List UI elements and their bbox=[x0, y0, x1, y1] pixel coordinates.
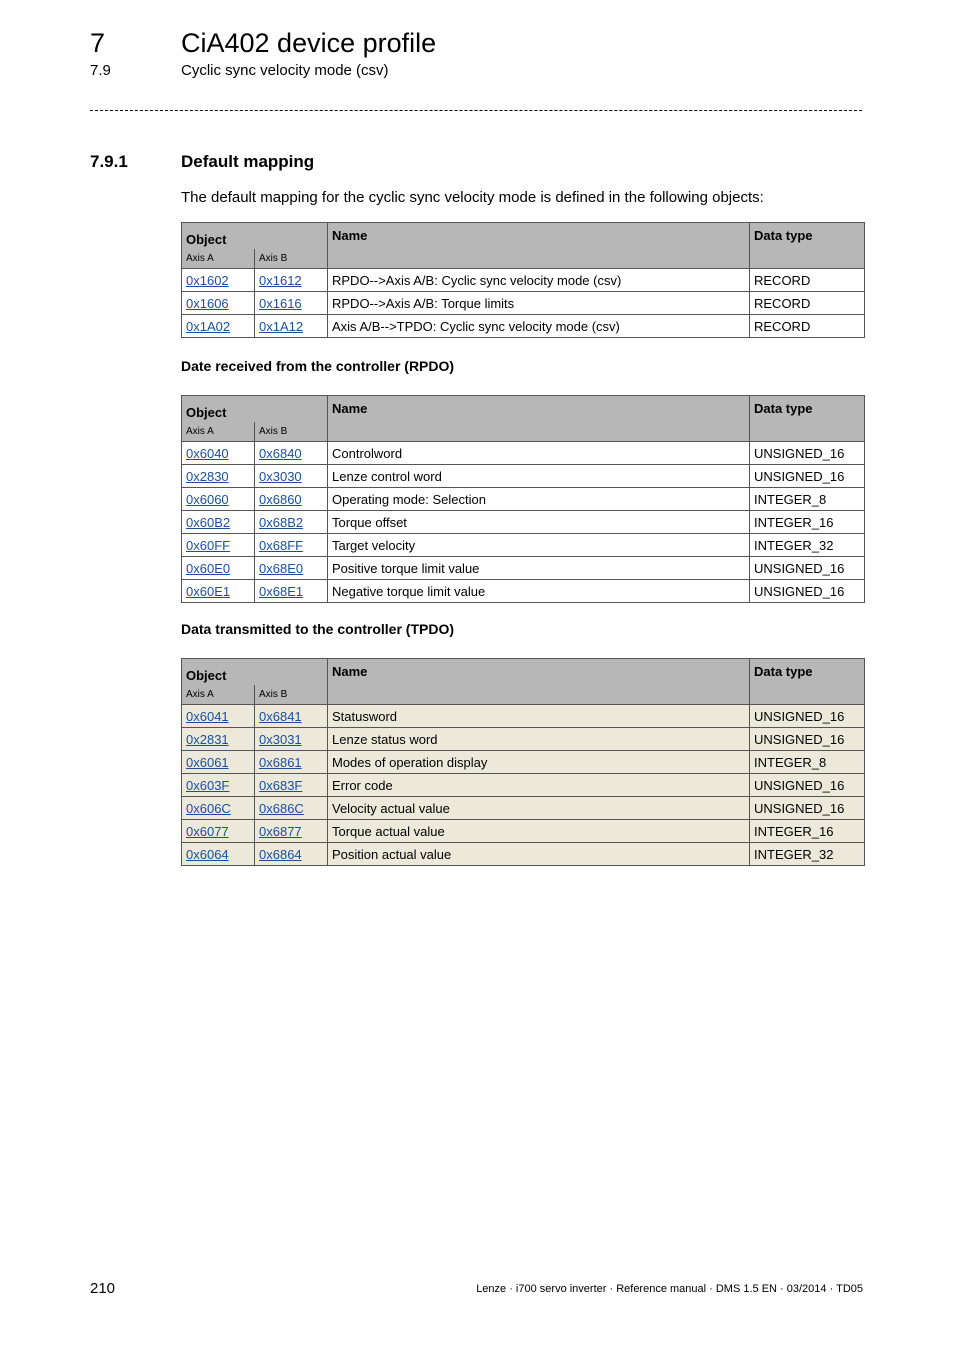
object-cell bbox=[182, 557, 255, 580]
object-cell bbox=[182, 442, 255, 465]
table-row bbox=[182, 774, 865, 797]
object-cell bbox=[182, 820, 255, 843]
object-name-cell: Negative torque limit value bbox=[328, 580, 750, 603]
axis-a-object-link[interactable]: 0x60E1 bbox=[186, 583, 231, 599]
header-object: Object bbox=[182, 659, 328, 686]
intro-text: The default mapping for the cyclic sync velocity mode is defined in the following objects: bbox=[181, 189, 764, 206]
header-object: Object bbox=[182, 223, 328, 250]
table-row bbox=[182, 580, 865, 603]
header-axis-b: Axis B bbox=[255, 249, 328, 269]
axis-a-object-link[interactable]: 0x1606 bbox=[186, 295, 229, 311]
object-name-cell: Modes of operation display bbox=[328, 751, 750, 774]
header-axis-a: Axis A bbox=[182, 685, 255, 705]
header-axis-a: Axis A bbox=[182, 249, 255, 269]
axis-a-object-link[interactable]: 0x2831 bbox=[186, 731, 229, 747]
object-cell bbox=[255, 557, 328, 580]
axis-b-object-link[interactable]: 0x68FF bbox=[259, 537, 304, 553]
object-cell bbox=[182, 465, 255, 488]
section-title: Cyclic sync velocity mode (csv) bbox=[181, 62, 389, 79]
object-cell bbox=[182, 728, 255, 751]
axis-a-object-link[interactable]: 0x60B2 bbox=[186, 514, 231, 530]
object-name-cell: Lenze status word bbox=[328, 728, 750, 751]
data-type-cell: UNSIGNED_16 bbox=[750, 465, 865, 488]
object-name-cell: Target velocity bbox=[328, 534, 750, 557]
data-type-cell: INTEGER_16 bbox=[750, 511, 865, 534]
table-row bbox=[182, 511, 865, 534]
axis-b-object-link[interactable]: 0x6841 bbox=[259, 708, 302, 724]
object-cell bbox=[255, 442, 328, 465]
data-type-cell: UNSIGNED_16 bbox=[750, 442, 865, 465]
header-name: Name bbox=[328, 659, 750, 705]
header-object: Object bbox=[182, 396, 328, 423]
header-divider bbox=[90, 110, 862, 111]
object-cell bbox=[255, 774, 328, 797]
axis-b-object-link[interactable]: 0x683F bbox=[259, 777, 303, 793]
object-name-cell: Controlword bbox=[328, 442, 750, 465]
object-cell bbox=[182, 315, 255, 338]
axis-a-object-link[interactable]: 0x6040 bbox=[186, 445, 229, 461]
data-type-cell: UNSIGNED_16 bbox=[750, 797, 865, 820]
header-axis-b: Axis B bbox=[255, 422, 328, 442]
axis-b-object-link[interactable]: 0x68E1 bbox=[259, 583, 304, 599]
axis-a-object-link[interactable]: 0x6061 bbox=[186, 754, 229, 770]
object-cell bbox=[182, 292, 255, 315]
object-name-cell: Torque actual value bbox=[328, 820, 750, 843]
object-cell bbox=[182, 534, 255, 557]
header-data-type: Data type bbox=[750, 223, 865, 269]
data-type-cell: INTEGER_32 bbox=[750, 534, 865, 557]
axis-a-object-link[interactable]: 0x1602 bbox=[186, 272, 229, 288]
table-row bbox=[182, 728, 865, 751]
object-name-cell: Position actual value bbox=[328, 843, 750, 866]
table-row bbox=[182, 315, 865, 338]
object-cell bbox=[255, 580, 328, 603]
object-cell bbox=[255, 705, 328, 728]
table-row bbox=[182, 269, 865, 292]
section-number: 7.9 bbox=[90, 62, 111, 79]
data-type-cell: INTEGER_16 bbox=[750, 820, 865, 843]
object-cell bbox=[255, 797, 328, 820]
header-name: Name bbox=[328, 223, 750, 269]
object-name-cell: Error code bbox=[328, 774, 750, 797]
object-cell bbox=[182, 751, 255, 774]
tpdo-heading: Data transmitted to the controller (TPDO) bbox=[181, 621, 455, 637]
object-name-cell: Operating mode: Selection bbox=[328, 488, 750, 511]
data-type-cell: UNSIGNED_16 bbox=[750, 580, 865, 603]
data-type-cell: INTEGER_8 bbox=[750, 751, 865, 774]
table-row bbox=[182, 557, 865, 580]
object-cell bbox=[255, 511, 328, 534]
axis-b-object-link[interactable]: 0x68B2 bbox=[259, 514, 304, 530]
object-name-cell: Torque offset bbox=[328, 511, 750, 534]
table-row bbox=[182, 820, 865, 843]
data-type-cell: UNSIGNED_16 bbox=[750, 557, 865, 580]
object-name-cell: Positive torque limit value bbox=[328, 557, 750, 580]
data-type-cell: UNSIGNED_16 bbox=[750, 705, 865, 728]
footer-text: Lenze · i700 servo inverter · Reference manual · DMS 1.5 EN · 03/2014 · TD05 bbox=[476, 1283, 863, 1295]
axis-b-object-link[interactable]: 0x686C bbox=[259, 800, 304, 816]
object-name-cell: Statusword bbox=[328, 705, 750, 728]
axis-b-object-link[interactable]: 0x6840 bbox=[259, 445, 302, 461]
object-cell bbox=[255, 843, 328, 866]
object-cell bbox=[255, 820, 328, 843]
header-axis-b: Axis B bbox=[255, 685, 328, 705]
axis-a-object-link[interactable]: 0x1A02 bbox=[186, 318, 231, 334]
subsection-number: 7.9.1 bbox=[90, 152, 128, 171]
axis-b-object-link[interactable]: 0x1612 bbox=[259, 272, 302, 288]
rpdo-heading: Date received from the controller (RPDO) bbox=[181, 358, 455, 374]
axis-b-object-link[interactable]: 0x1A12 bbox=[259, 318, 304, 334]
axis-b-object-link[interactable]: 0x68E0 bbox=[259, 560, 304, 576]
header-name: Name bbox=[328, 396, 750, 442]
object-cell bbox=[182, 488, 255, 511]
table-row bbox=[182, 534, 865, 557]
axis-b-object-link[interactable]: 0x6877 bbox=[259, 823, 302, 839]
axis-a-object-link[interactable]: 0x6060 bbox=[186, 491, 229, 507]
table-row bbox=[182, 843, 865, 866]
object-cell bbox=[182, 580, 255, 603]
table-row bbox=[182, 442, 865, 465]
header-axis-a: Axis A bbox=[182, 422, 255, 442]
axis-a-object-link[interactable]: 0x60FF bbox=[186, 537, 231, 553]
object-cell bbox=[255, 465, 328, 488]
axis-b-object-link[interactable]: 0x6860 bbox=[259, 491, 302, 507]
header-data-type: Data type bbox=[750, 659, 865, 705]
data-type-cell: UNSIGNED_16 bbox=[750, 774, 865, 797]
axis-a-object-link[interactable]: 0x606C bbox=[186, 800, 231, 816]
axis-b-object-link[interactable]: 0x3031 bbox=[259, 731, 302, 747]
data-type-cell: RECORD bbox=[750, 315, 865, 338]
page-number: 210 bbox=[90, 1280, 116, 1297]
chapter-number: 7 bbox=[90, 28, 106, 58]
table-row bbox=[182, 797, 865, 820]
object-cell bbox=[182, 774, 255, 797]
table-row bbox=[182, 751, 865, 774]
data-type-cell: RECORD bbox=[750, 292, 865, 315]
subsection-title: Default mapping bbox=[181, 152, 315, 171]
object-cell bbox=[255, 269, 328, 292]
object-name-cell: Axis A/B-->TPDO: Cyclic sync velocity mode (csv) bbox=[328, 315, 750, 338]
table-row bbox=[182, 292, 865, 315]
axis-b-object-link[interactable]: 0x6861 bbox=[259, 754, 302, 770]
data-type-cell: RECORD bbox=[750, 269, 865, 292]
object-cell bbox=[182, 705, 255, 728]
axis-a-object-link[interactable]: 0x60E0 bbox=[186, 560, 231, 576]
tpdo-table bbox=[181, 658, 865, 866]
object-name-cell: RPDO-->Axis A/B: Cyclic sync velocity mode (csv) bbox=[328, 269, 750, 292]
object-cell bbox=[182, 511, 255, 534]
object-cell bbox=[182, 269, 255, 292]
object-cell bbox=[255, 315, 328, 338]
table-row bbox=[182, 705, 865, 728]
data-type-cell: INTEGER_8 bbox=[750, 488, 865, 511]
axis-a-object-link[interactable]: 0x6041 bbox=[186, 708, 229, 724]
table-row bbox=[182, 465, 865, 488]
object-name-cell: Velocity actual value bbox=[328, 797, 750, 820]
header-data-type: Data type bbox=[750, 396, 865, 442]
object-cell bbox=[255, 534, 328, 557]
object-cell bbox=[255, 292, 328, 315]
object-name-cell: RPDO-->Axis A/B: Torque limits bbox=[328, 292, 750, 315]
rpdo-table bbox=[181, 395, 865, 603]
object-name-cell: Lenze control word bbox=[328, 465, 750, 488]
data-type-cell: UNSIGNED_16 bbox=[750, 728, 865, 751]
axis-a-object-link[interactable]: 0x6077 bbox=[186, 823, 229, 839]
axis-a-object-link[interactable]: 0x603F bbox=[186, 777, 230, 793]
object-cell bbox=[255, 488, 328, 511]
axis-b-object-link[interactable]: 0x1616 bbox=[259, 295, 302, 311]
axis-b-object-link[interactable]: 0x3030 bbox=[259, 468, 302, 484]
object-cell bbox=[255, 751, 328, 774]
object-cell bbox=[255, 728, 328, 751]
axis-a-object-link[interactable]: 0x2830 bbox=[186, 468, 229, 484]
chapter-title: CiA402 device profile bbox=[181, 28, 437, 58]
table-row bbox=[182, 488, 865, 511]
axis-b-object-link[interactable]: 0x6864 bbox=[259, 846, 302, 862]
mapping-table bbox=[181, 222, 865, 338]
object-cell bbox=[182, 843, 255, 866]
axis-a-object-link[interactable]: 0x6064 bbox=[186, 846, 229, 862]
data-type-cell: INTEGER_32 bbox=[750, 843, 865, 866]
object-cell bbox=[182, 797, 255, 820]
